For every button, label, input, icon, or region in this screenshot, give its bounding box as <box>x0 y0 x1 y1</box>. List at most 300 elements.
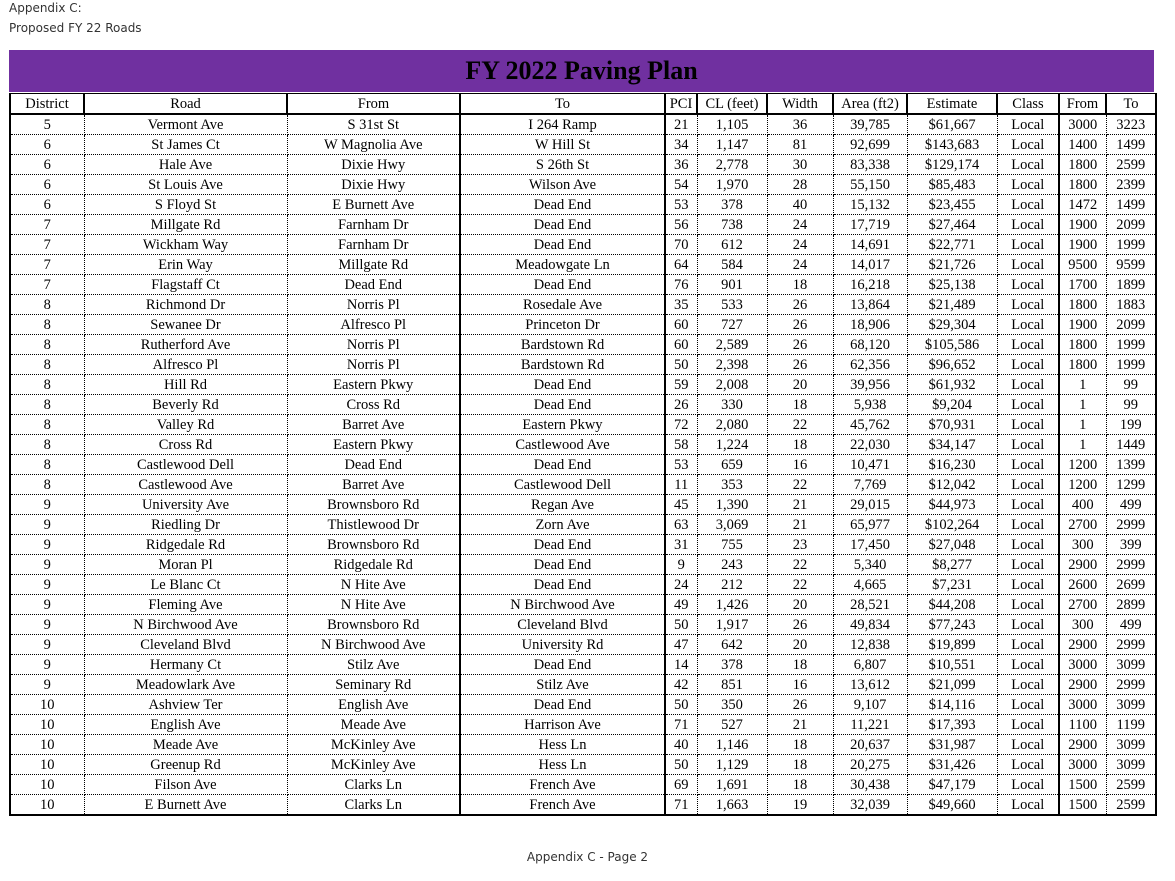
table-cell: $47,179 <box>907 775 997 795</box>
table-cell: Vermont Ave <box>84 114 287 135</box>
table-cell: 1 <box>1059 375 1106 395</box>
table-cell: Dead End <box>460 375 665 395</box>
table-row <box>10 515 1156 535</box>
table-cell: 3099 <box>1106 735 1156 755</box>
table-row <box>10 775 1156 795</box>
table-cell: 5 <box>10 114 84 135</box>
table-cell: $22,771 <box>907 235 997 255</box>
table-cell: 3099 <box>1106 695 1156 715</box>
table-header-row <box>10 94 1156 115</box>
table-cell: 8 <box>10 435 84 455</box>
table-cell: 10 <box>10 755 84 775</box>
table-cell: 378 <box>697 195 767 215</box>
table-cell: St Louis Ave <box>84 175 287 195</box>
table-cell: 14,691 <box>833 235 907 255</box>
table-cell: Castlewood Ave <box>460 435 665 455</box>
table-cell: University Ave <box>84 495 287 515</box>
table-cell: 6,807 <box>833 655 907 675</box>
table-cell: Eastern Pkwy <box>287 375 460 395</box>
table-cell: 212 <box>697 575 767 595</box>
table-cell: Local <box>997 735 1059 755</box>
table-cell: $96,652 <box>907 355 997 375</box>
table-cell: $7,231 <box>907 575 997 595</box>
table-cell: 851 <box>697 675 767 695</box>
table-cell: 6 <box>10 195 84 215</box>
table-cell: Dead End <box>460 235 665 255</box>
table-cell: Dead End <box>460 195 665 215</box>
table-row <box>10 655 1156 675</box>
table-cell: 9 <box>10 535 84 555</box>
table-row <box>10 535 1156 555</box>
table-cell: 69 <box>665 775 697 795</box>
table-row <box>10 715 1156 735</box>
table-cell: Local <box>997 495 1059 515</box>
table-cell: Hess Ln <box>460 755 665 775</box>
table-cell: $9,204 <box>907 395 997 415</box>
table-cell: Hale Ave <box>84 155 287 175</box>
table-cell: 24 <box>767 215 833 235</box>
table-cell: 584 <box>697 255 767 275</box>
table-cell: 2999 <box>1106 675 1156 695</box>
table-cell: Local <box>997 515 1059 535</box>
table-cell: 2999 <box>1106 555 1156 575</box>
table-cell: 3099 <box>1106 655 1156 675</box>
table-cell: Wickham Way <box>84 235 287 255</box>
table-cell: 1900 <box>1059 235 1106 255</box>
table-cell: Hermany Ct <box>84 655 287 675</box>
table-cell: Local <box>997 695 1059 715</box>
table-cell: 1 <box>1059 415 1106 435</box>
table-cell: 2900 <box>1059 555 1106 575</box>
table-cell: 35 <box>665 295 697 315</box>
table-cell: 92,699 <box>833 135 907 155</box>
table-cell: Ridgedale Rd <box>287 555 460 575</box>
table-cell: 9500 <box>1059 255 1106 275</box>
table-cell: 243 <box>697 555 767 575</box>
table-cell: 8 <box>10 315 84 335</box>
table-cell: 70 <box>665 235 697 255</box>
table-cell: 53 <box>665 455 697 475</box>
table-cell: Dead End <box>460 455 665 475</box>
table-cell: 53 <box>665 195 697 215</box>
table-cell: 40 <box>767 195 833 215</box>
table-body <box>10 114 1156 815</box>
table-cell: 18 <box>767 275 833 295</box>
table-cell: N Birchwood Ave <box>287 635 460 655</box>
table-cell: 22 <box>767 575 833 595</box>
table-cell: $105,586 <box>907 335 997 355</box>
table-cell: McKinley Ave <box>287 755 460 775</box>
column-header: District <box>10 94 84 115</box>
table-cell: 99 <box>1106 395 1156 415</box>
table-cell: 9 <box>665 555 697 575</box>
table-row <box>10 675 1156 695</box>
table-cell: Local <box>997 715 1059 735</box>
table-cell: 22 <box>767 415 833 435</box>
table-cell: 2099 <box>1106 215 1156 235</box>
table-cell: 9 <box>10 575 84 595</box>
table-cell: $61,667 <box>907 114 997 135</box>
table-cell: 353 <box>697 475 767 495</box>
table-cell: $34,147 <box>907 435 997 455</box>
table-cell: 23 <box>767 535 833 555</box>
table-cell: Cross Rd <box>84 435 287 455</box>
table-row <box>10 295 1156 315</box>
table-cell: 17,719 <box>833 215 907 235</box>
table-cell: 659 <box>697 455 767 475</box>
table-cell: Dead End <box>460 215 665 235</box>
table-row <box>10 155 1156 175</box>
table-cell: Local <box>997 655 1059 675</box>
table-cell: Moran Pl <box>84 555 287 575</box>
table-cell: Local <box>997 175 1059 195</box>
table-cell: 1499 <box>1106 135 1156 155</box>
table-cell: 72 <box>665 415 697 435</box>
table-cell: 45 <box>665 495 697 515</box>
table-cell: 400 <box>1059 495 1106 515</box>
table-cell: Riedling Dr <box>84 515 287 535</box>
table-cell: 56 <box>665 215 697 235</box>
table-cell: 26 <box>767 355 833 375</box>
table-cell: 9599 <box>1106 255 1156 275</box>
table-cell: 49,834 <box>833 615 907 635</box>
table-cell: 9 <box>10 655 84 675</box>
table-cell: Rosedale Ave <box>460 295 665 315</box>
table-cell: 22,030 <box>833 435 907 455</box>
table-cell: Local <box>997 415 1059 435</box>
table-cell: Hill Rd <box>84 375 287 395</box>
table-cell: 755 <box>697 535 767 555</box>
table-cell: 8 <box>10 355 84 375</box>
table-cell: $25,138 <box>907 275 997 295</box>
table-cell: Local <box>997 114 1059 135</box>
table-cell: 1900 <box>1059 215 1106 235</box>
table-cell: Alfresco Pl <box>84 355 287 375</box>
table-cell: 20 <box>767 635 833 655</box>
table-cell: 13,612 <box>833 675 907 695</box>
table-cell: 8 <box>10 455 84 475</box>
table-cell: Thistlewood Dr <box>287 515 460 535</box>
table-cell: 71 <box>665 715 697 735</box>
table-row <box>10 135 1156 155</box>
table-cell: $31,426 <box>907 755 997 775</box>
table-cell: 2,589 <box>697 335 767 355</box>
table-cell: 18 <box>767 775 833 795</box>
table-cell: 62,356 <box>833 355 907 375</box>
table-cell: Local <box>997 275 1059 295</box>
table-cell: 533 <box>697 295 767 315</box>
table-cell: 16,218 <box>833 275 907 295</box>
table-cell: Castlewood Ave <box>84 475 287 495</box>
table-cell: Brownsboro Rd <box>287 495 460 515</box>
table-row <box>10 215 1156 235</box>
column-header: Estimate <box>907 94 997 115</box>
table-cell: 1,970 <box>697 175 767 195</box>
table-cell: 47 <box>665 635 697 655</box>
table-cell: S 31st St <box>287 114 460 135</box>
table-cell: 29,015 <box>833 495 907 515</box>
table-cell: 4,665 <box>833 575 907 595</box>
table-cell: 8 <box>10 335 84 355</box>
table-cell: 5,340 <box>833 555 907 575</box>
table-cell: Erin Way <box>84 255 287 275</box>
table-row <box>10 495 1156 515</box>
table-cell: 30,438 <box>833 775 907 795</box>
table-cell: Local <box>997 315 1059 335</box>
table-cell: 11,221 <box>833 715 907 735</box>
table-cell: Dead End <box>287 275 460 295</box>
table-cell: E Burnett Ave <box>84 795 287 816</box>
table-cell: 3,069 <box>697 515 767 535</box>
table-cell: Millgate Rd <box>287 255 460 275</box>
table-cell: 28,521 <box>833 595 907 615</box>
table-row <box>10 695 1156 715</box>
table-cell: $27,048 <box>907 535 997 555</box>
table-cell: 8 <box>10 375 84 395</box>
table-cell: 42 <box>665 675 697 695</box>
table-cell: 10 <box>10 695 84 715</box>
table-cell: 81 <box>767 135 833 155</box>
table-cell: Norris Pl <box>287 355 460 375</box>
table-cell: Flagstaff Ct <box>84 275 287 295</box>
table-cell: McKinley Ave <box>287 735 460 755</box>
table-cell: $21,099 <box>907 675 997 695</box>
table-row <box>10 114 1156 135</box>
table-cell: 32,039 <box>833 795 907 816</box>
table-cell: 9,107 <box>833 695 907 715</box>
table-cell: 10 <box>10 795 84 816</box>
page-footer: Appendix C - Page 2 <box>526 850 649 864</box>
table-cell: 68,120 <box>833 335 907 355</box>
table-cell: 50 <box>665 695 697 715</box>
table-cell: Local <box>997 355 1059 375</box>
table-cell: 499 <box>1106 615 1156 635</box>
table-cell: Dead End <box>460 395 665 415</box>
table-cell: 83,338 <box>833 155 907 175</box>
table-cell: $102,264 <box>907 515 997 535</box>
table-cell: 2900 <box>1059 735 1106 755</box>
table-cell: Local <box>997 595 1059 615</box>
table-cell: Local <box>997 155 1059 175</box>
table-cell: $85,483 <box>907 175 997 195</box>
table-cell: 2700 <box>1059 515 1106 535</box>
table-cell: 24 <box>665 575 697 595</box>
table-cell: 1399 <box>1106 455 1156 475</box>
table-cell: English Ave <box>84 715 287 735</box>
table-row <box>10 315 1156 335</box>
table-cell: Stilz Ave <box>460 675 665 695</box>
table-cell: 17,450 <box>833 535 907 555</box>
table-cell: 2599 <box>1106 775 1156 795</box>
table-cell: 199 <box>1106 415 1156 435</box>
table-cell: 59 <box>665 375 697 395</box>
table-cell: Hess Ln <box>460 735 665 755</box>
table-cell: 99 <box>1106 375 1156 395</box>
table-cell: 1,691 <box>697 775 767 795</box>
table-cell: N Hite Ave <box>287 595 460 615</box>
table-cell: Castlewood Dell <box>84 455 287 475</box>
table-cell: Millgate Rd <box>84 215 287 235</box>
table-cell: 13,864 <box>833 295 907 315</box>
table-cell: 18 <box>767 735 833 755</box>
table-cell: $27,464 <box>907 215 997 235</box>
table-cell: $23,455 <box>907 195 997 215</box>
table-cell: 58 <box>665 435 697 455</box>
table-row <box>10 335 1156 355</box>
table-cell: 1200 <box>1059 455 1106 475</box>
table-cell: 1100 <box>1059 715 1106 735</box>
table-cell: 50 <box>665 355 697 375</box>
table-cell: 2099 <box>1106 315 1156 335</box>
table-cell: 60 <box>665 315 697 335</box>
table-cell: Ridgedale Rd <box>84 535 287 555</box>
table-cell: 1,224 <box>697 435 767 455</box>
table-cell: 1883 <box>1106 295 1156 315</box>
table-cell: 3000 <box>1059 755 1106 775</box>
table-cell: Beverly Rd <box>84 395 287 415</box>
table-cell: 6 <box>10 135 84 155</box>
table-row <box>10 795 1156 816</box>
table-cell: $12,042 <box>907 475 997 495</box>
table-cell: 3000 <box>1059 695 1106 715</box>
table-cell: Local <box>997 235 1059 255</box>
table-cell: 1,663 <box>697 795 767 816</box>
table-cell: Le Blanc Ct <box>84 575 287 595</box>
table-cell: 2,080 <box>697 415 767 435</box>
table-cell: 378 <box>697 655 767 675</box>
table-cell: $77,243 <box>907 615 997 635</box>
table-cell: 2599 <box>1106 795 1156 816</box>
table-cell: 39,956 <box>833 375 907 395</box>
table-cell: 21 <box>767 515 833 535</box>
table-cell: 7,769 <box>833 475 907 495</box>
table-cell: 10 <box>10 735 84 755</box>
table-cell: 1,390 <box>697 495 767 515</box>
table-cell: Meade Ave <box>287 715 460 735</box>
table-cell: 9 <box>10 495 84 515</box>
table-cell: 1,147 <box>697 135 767 155</box>
table-cell: 5,938 <box>833 395 907 415</box>
table-row <box>10 455 1156 475</box>
table-cell: $49,660 <box>907 795 997 816</box>
table-row <box>10 595 1156 615</box>
table-row <box>10 375 1156 395</box>
table-cell: Fleming Ave <box>84 595 287 615</box>
table-cell: 1999 <box>1106 235 1156 255</box>
table-cell: Dead End <box>460 695 665 715</box>
table-cell: Filson Ave <box>84 775 287 795</box>
table-cell: 20,637 <box>833 735 907 755</box>
table-cell: W Magnolia Ave <box>287 135 460 155</box>
table-cell: Seminary Rd <box>287 675 460 695</box>
table-cell: N Birchwood Ave <box>460 595 665 615</box>
table-cell: 60 <box>665 335 697 355</box>
table-cell: 9 <box>10 515 84 535</box>
table-cell: $8,277 <box>907 555 997 575</box>
table-cell: 6 <box>10 175 84 195</box>
table-row <box>10 735 1156 755</box>
table-cell: 2700 <box>1059 595 1106 615</box>
table-cell: 21 <box>767 495 833 515</box>
table-cell: 8 <box>10 475 84 495</box>
table-cell: 300 <box>1059 615 1106 635</box>
table-cell: 8 <box>10 395 84 415</box>
table-cell: Local <box>997 575 1059 595</box>
table-row <box>10 415 1156 435</box>
table-cell: 26 <box>767 615 833 635</box>
appendix-subtitle: Proposed FY 22 Roads <box>9 21 142 35</box>
table-cell: 40 <box>665 735 697 755</box>
table-cell: 36 <box>767 114 833 135</box>
table-cell: Bardstown Rd <box>460 335 665 355</box>
table-cell: 21 <box>665 114 697 135</box>
table-cell: 2600 <box>1059 575 1106 595</box>
table-cell: 901 <box>697 275 767 295</box>
table-cell: 3000 <box>1059 655 1106 675</box>
column-header: Class <box>997 94 1059 115</box>
table-cell: Greenup Rd <box>84 755 287 775</box>
table-cell: 24 <box>767 255 833 275</box>
table-cell: 350 <box>697 695 767 715</box>
table-row <box>10 555 1156 575</box>
table-cell: 20 <box>767 375 833 395</box>
table-cell: 1899 <box>1106 275 1156 295</box>
table-cell: E Burnett Ave <box>287 195 460 215</box>
table-cell: 20,275 <box>833 755 907 775</box>
table-cell: $61,932 <box>907 375 997 395</box>
table-cell: 64 <box>665 255 697 275</box>
table-cell: Bardstown Rd <box>460 355 665 375</box>
table-cell: 1800 <box>1059 355 1106 375</box>
table-row <box>10 435 1156 455</box>
table-cell: 9 <box>10 675 84 695</box>
table-cell: Valley Rd <box>84 415 287 435</box>
table-cell: Meadowlark Ave <box>84 675 287 695</box>
table-cell: Stilz Ave <box>287 655 460 675</box>
table-cell: 22 <box>767 555 833 575</box>
table-cell: 1472 <box>1059 195 1106 215</box>
table-cell: 1800 <box>1059 295 1106 315</box>
table-cell: Farnham Dr <box>287 215 460 235</box>
table-row <box>10 615 1156 635</box>
table-cell: Barret Ave <box>287 475 460 495</box>
table-cell: 1,105 <box>697 114 767 135</box>
table-cell: Brownsboro Rd <box>287 535 460 555</box>
table-cell: 31 <box>665 535 697 555</box>
table-cell: 39,785 <box>833 114 907 135</box>
column-header: From <box>1059 94 1106 115</box>
table-cell: 34 <box>665 135 697 155</box>
table-cell: 19 <box>767 795 833 816</box>
table-cell: 2999 <box>1106 635 1156 655</box>
table-cell: 1999 <box>1106 335 1156 355</box>
table-cell: 54 <box>665 175 697 195</box>
table-row <box>10 635 1156 655</box>
table-cell: Local <box>997 335 1059 355</box>
table-cell: 36 <box>665 155 697 175</box>
table-cell: 8 <box>10 415 84 435</box>
table-cell: 26 <box>767 335 833 355</box>
table-cell: 1299 <box>1106 475 1156 495</box>
table-cell: 2999 <box>1106 515 1156 535</box>
table-cell: 1400 <box>1059 135 1106 155</box>
table-row <box>10 475 1156 495</box>
table-cell: Local <box>997 755 1059 775</box>
column-header: PCI <box>665 94 697 115</box>
table-cell: $70,931 <box>907 415 997 435</box>
table-cell: 1800 <box>1059 335 1106 355</box>
table-cell: Regan Ave <box>460 495 665 515</box>
